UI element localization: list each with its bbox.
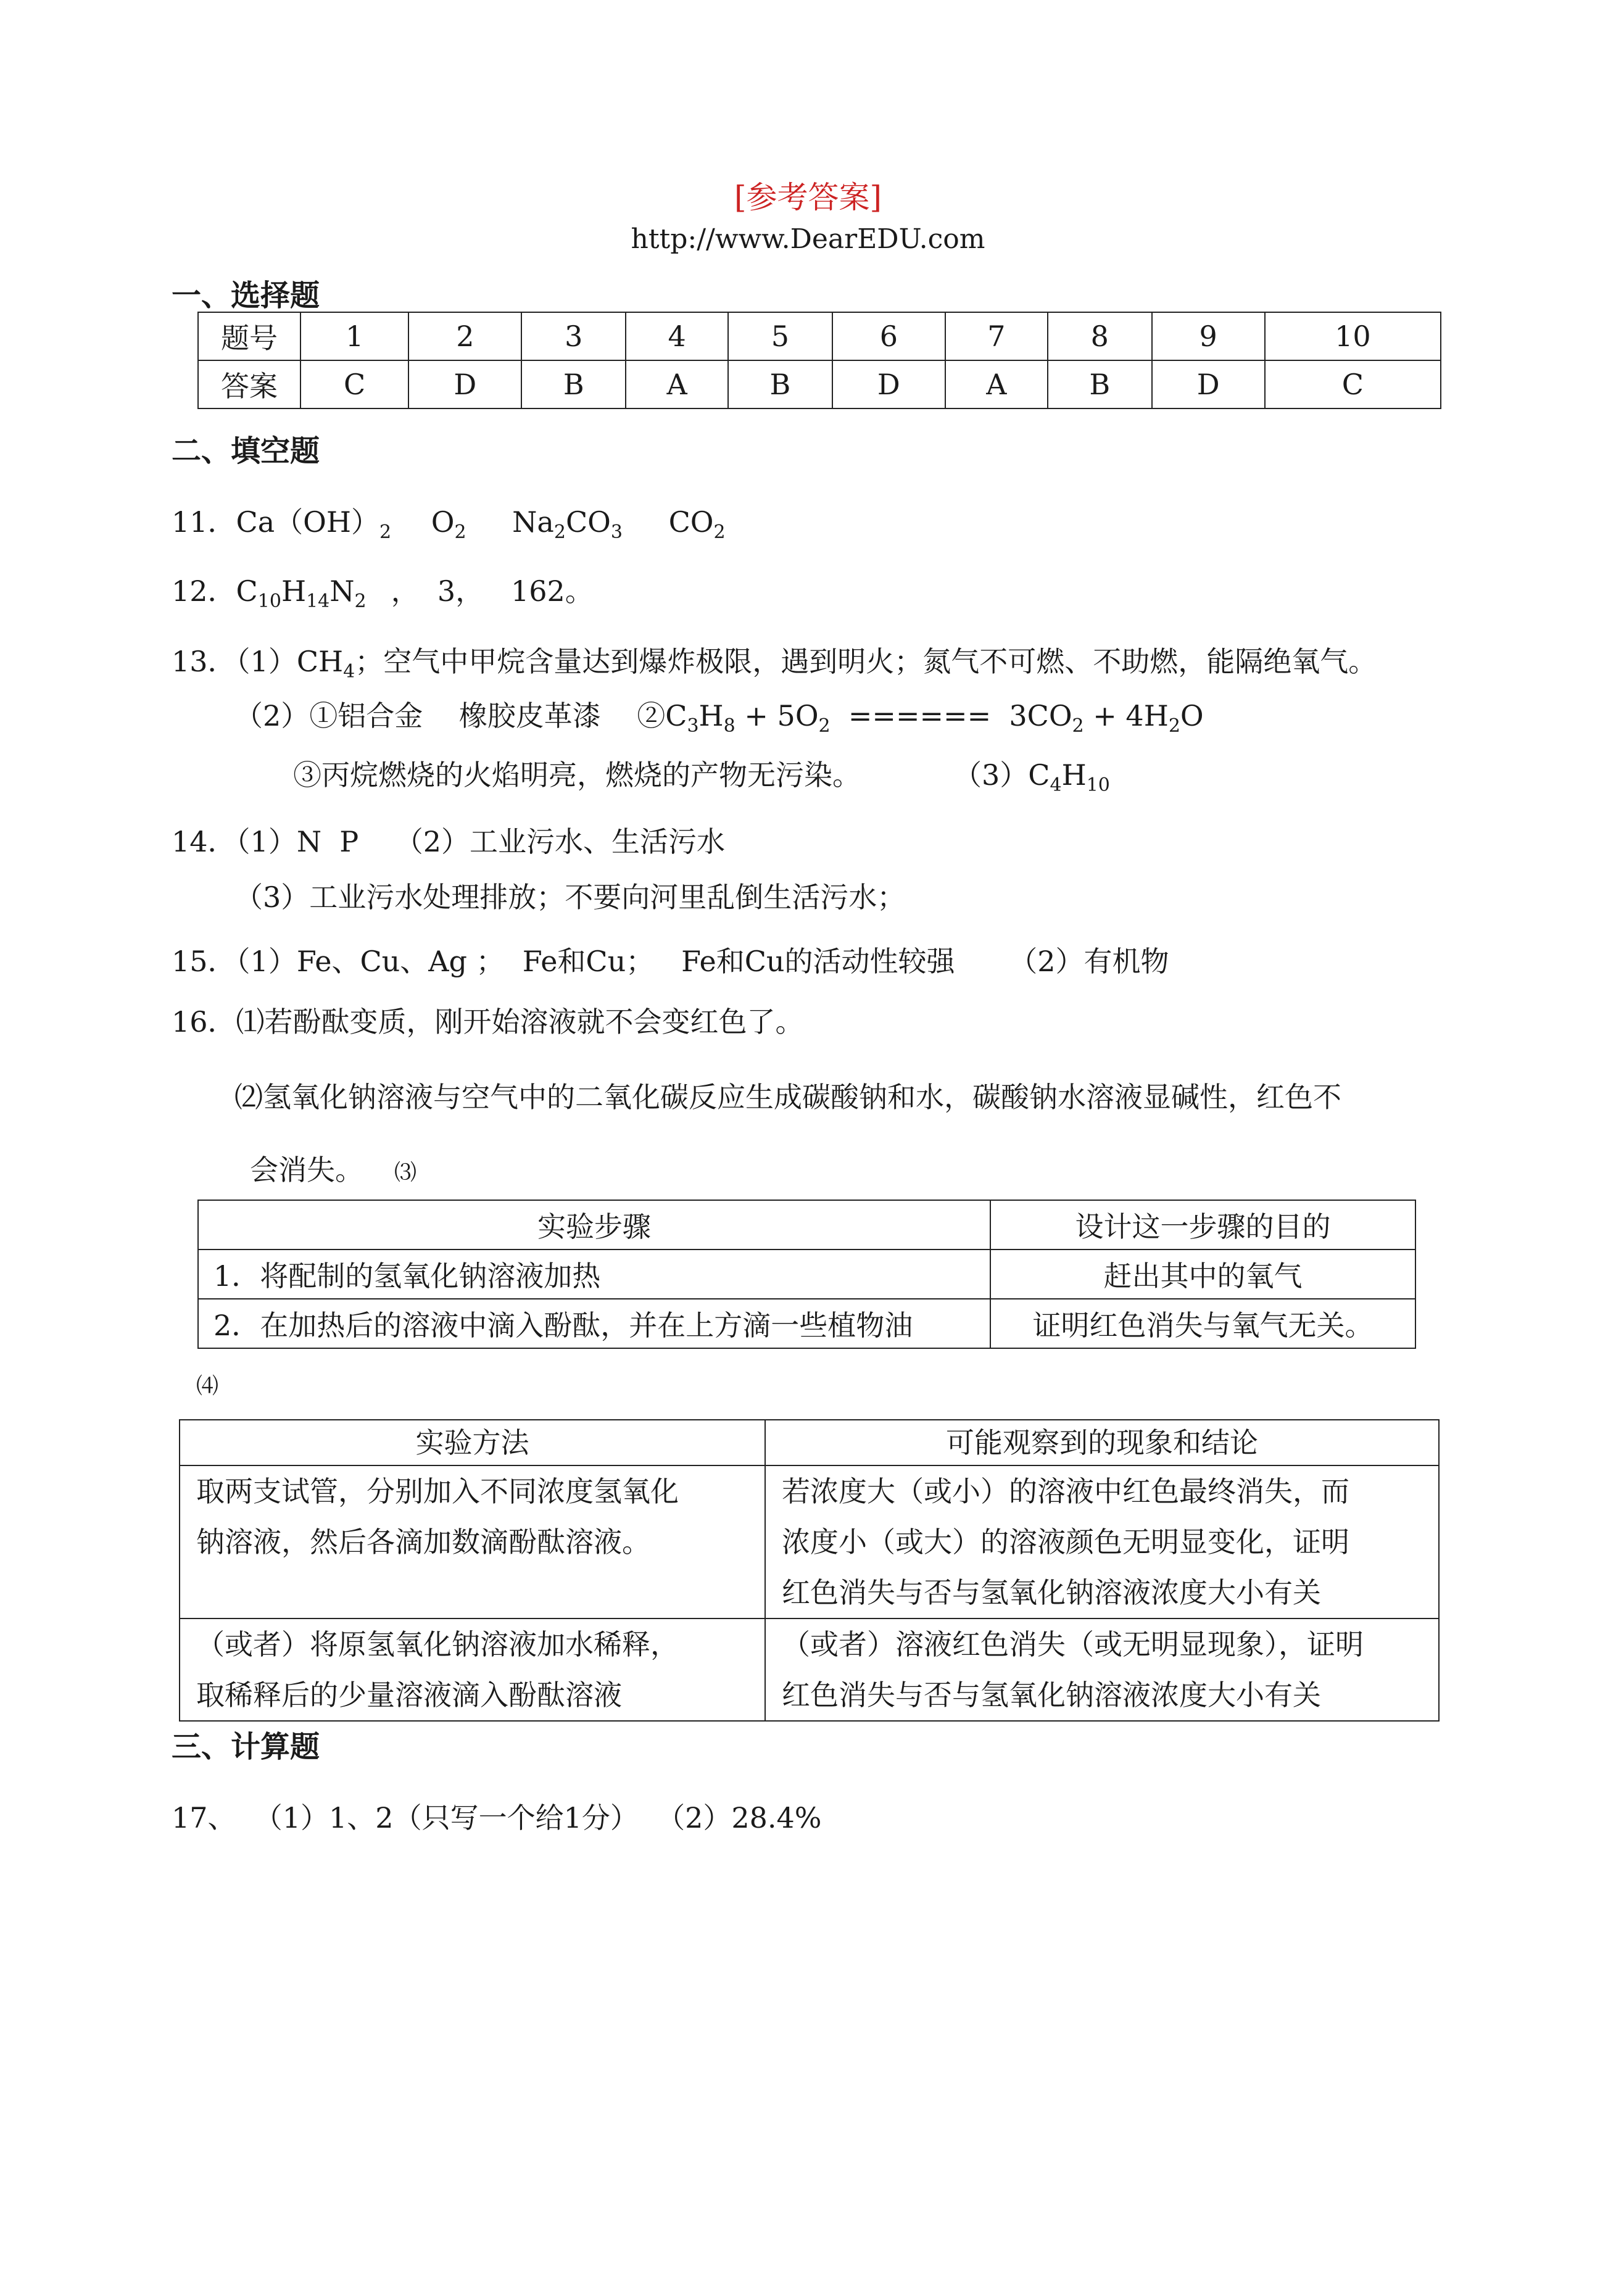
table-cell: 10 [1265, 312, 1441, 360]
table-cell: B [728, 360, 832, 408]
table-row [198, 1200, 1415, 1250]
answer-14-line1: 14．（1）N P （2）工业污水、生活污水 [172, 825, 726, 858]
answer-16-part2: ⑵氢氧化钠溶液与空气中的二氧化碳反应生成碳酸钠和水，碳酸钠水溶液显碱性，红色不 [234, 1080, 1341, 1114]
answer-16-part2-cont: 会消失。 ⑶ [250, 1153, 417, 1187]
answer-17: 17、 （1）1、2（只写一个给1分） （2）28.4% [172, 1801, 822, 1834]
table-cell: （或者）将原氢氧化钠溶液加水稀释， 取稀释后的少量溶液滴入酚酞溶液 [180, 1618, 765, 1721]
answer-15: 15．（1）Fe、Cu、Ag ； Fe和Cu； Fe和Cu的活动性较强 （2）有机物 [172, 945, 1169, 978]
section3-heading: 三、计算题 [172, 1730, 320, 1764]
table-cell: 赶出其中的氧气 [990, 1250, 1415, 1299]
table-cell: 7 [945, 312, 1048, 360]
table-cell: D [1152, 360, 1265, 408]
table-cell: D [832, 360, 945, 408]
table-cell: 5 [728, 312, 832, 360]
table-row [198, 312, 1441, 360]
table-cell: B [1048, 360, 1152, 408]
table-cell: C [1265, 360, 1441, 408]
table-cell: 9 [1152, 312, 1265, 360]
table-row [198, 360, 1441, 408]
table-cell: A [626, 360, 728, 408]
table-row [180, 1465, 1439, 1618]
answer-12: 12．$C_{10}H_{14}N_2$ ， 3， 162。 [172, 574, 594, 612]
section2-heading: 二、填空题 [172, 434, 320, 468]
table-cell: 1 [300, 312, 408, 360]
page-title: [参考答案] [734, 180, 882, 215]
answer-14-line2: （3）工业污水处理排放；不要向河里乱倒生活污水； [234, 881, 906, 914]
experiment-steps-table [197, 1200, 1416, 1349]
table-cell: （或者）溶液红色消失（或无明显现象），证明 红色消失与否与氢氧化钠溶液浓度大小有关 [765, 1618, 1439, 1721]
answer-13-line1: 13．$(1)CH_4$；空气中甲烷含量达到爆炸极限，遇到明火；氮气不可燃、不助燃，能隔绝氧气。 [172, 645, 1377, 682]
table-cell: 3 [521, 312, 626, 360]
experiment-methods-table [179, 1419, 1440, 1722]
table-cell: 取两支试管，分别加入不同浓度氢氧化 钠溶液，然后各滴加数滴酚酞溶液。 [180, 1465, 765, 1618]
table-header: 实验方法 [180, 1420, 765, 1465]
table-cell: 4 [626, 312, 728, 360]
table-header: 设计这一步骤的目的 [990, 1200, 1415, 1250]
table-cell: 1．将配制的氢氧化钠溶液加热 [198, 1250, 990, 1299]
part4-label: ⑷ [196, 1374, 219, 1399]
table-cell: 若浓度大（或小）的溶液中红色最终消失，而 浓度小（或大）的溶液颜色无明显变化，证明 红色消失与否与氢氧化钠溶液浓度大小有关 [765, 1465, 1439, 1618]
table-cell: 2 [408, 312, 521, 360]
table-row [180, 1420, 1439, 1465]
section1-heading: 一、选择题 [172, 278, 320, 313]
answer-13-line2: （2）①铝合金 橡胶皮革漆 $②C_3H_8 + 5O_2$ ====== $3CO_2 + 4H_2O$ [234, 699, 1204, 737]
table-cell: C [300, 360, 408, 408]
table-header: 实验步骤 [198, 1200, 990, 1250]
row-label: 题号 [198, 312, 300, 360]
answer-16-part1: 16．⑴若酚酞变质，刚开始溶液就不会变红色了。 [172, 1005, 804, 1038]
table-cell: B [521, 360, 626, 408]
table-cell: D [408, 360, 521, 408]
table-cell: A [945, 360, 1048, 408]
table-cell: 2．在加热后的溶液中滴入酚酞，并在上方滴一些植物油 [198, 1299, 990, 1348]
table-cell: 6 [832, 312, 945, 360]
source-url: http://www.DearEDU.com [631, 223, 985, 255]
row-label: 答案 [198, 360, 300, 408]
multiple-choice-table [197, 312, 1441, 409]
answer-11: 11．$Ca(OH)_2$ $O_2$ $Na_2CO_3$ $CO_2$ [172, 505, 726, 543]
table-row [198, 1299, 1415, 1348]
table-row [180, 1618, 1439, 1721]
table-cell: 8 [1048, 312, 1152, 360]
answer-13-line3: ③丙烷燃烧的火焰明亮，燃烧的产物无污染。 $(3)C_4H_{10}$ [293, 758, 1110, 796]
table-header: 可能观察到的现象和结论 [765, 1420, 1439, 1465]
table-row [198, 1250, 1415, 1299]
table-cell: 证明红色消失与氧气无关。 [990, 1299, 1415, 1348]
